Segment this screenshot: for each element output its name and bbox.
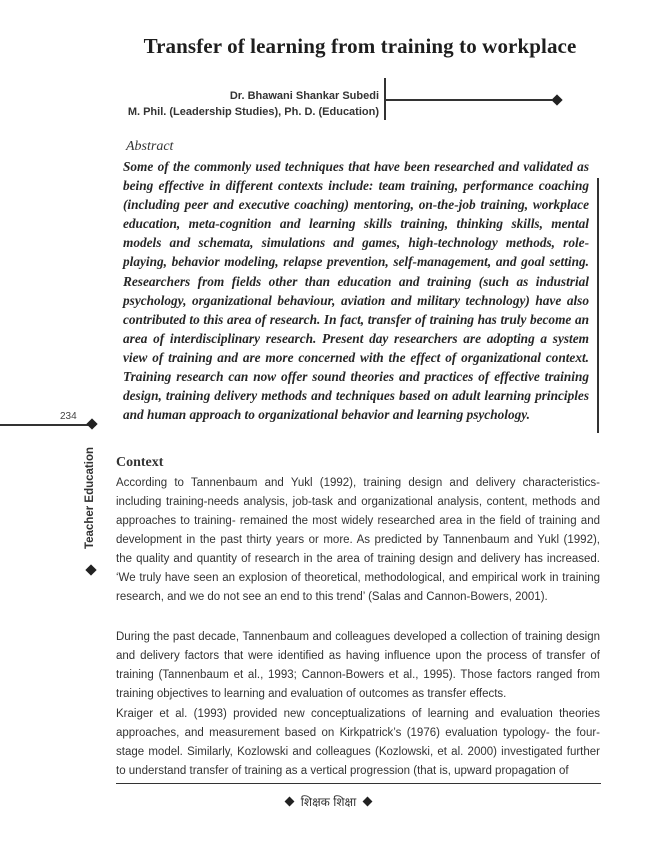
author-credentials: M. Phil. (Leadership Studies), Ph. D. (Education) [127,106,379,118]
page-number: 234 [60,411,77,422]
article-title: Transfer of learning from training to workplace [143,34,577,58]
context-paragraph-3: Kraiger et al. (1993) provided new conceptualizations of learning and evaluation theories approaches, and measurement based on Kirkpatrick’s (1976) evaluation typology- the four-stage model. Similarly, Kozlowski and colleagues (Kozlowski, et al. 2000) investigated further to understand transfer of training as a vertical progression (that is, upward propagation of [116,708,600,777]
abstract-text: Some of the commonly used techniques that have been researched and validated as being effective in different contexts include: team training, performance coaching (including peer and executive coaching) mentoring, on-the-job training, workplace education, meta-cognition and learning skills training, thinking skills, mental models and schemata, simulations and games, high-technology methods, role-playing, behavior modeling, relapse prevention, self-management, and goal setting. Researchers from fields other than education and training (such as industrial psychology, organizational behaviour, aviation and military technology) have also contributed to this area of research. In fact, transfer of training has truly become an area of interdisciplinary research. Present day researchers are adopting a system view of training and are more concerned with the effect of organizational context. Training research can now offer sound theories and practices of effective training design, training delivery methods and techniques based on adult learning principles and human approach to organizational behavior and learning psychology. [123,159,589,423]
journal-name: शिक्षक शिक्षा [300,795,357,809]
page-marker-diamond-icon [86,418,97,429]
diamond-bullet-icon [551,94,562,105]
context-heading: Context [116,455,164,470]
side-label-diamond-icon [85,564,96,575]
author-block [128,88,379,120]
abstract-heading: Abstract [126,139,174,154]
running-section-label: Teacher Education [84,446,96,550]
footer [0,793,657,810]
author-divider-horizontal [384,99,552,101]
abstract-divider [597,178,599,433]
context-paragraph-1: According to Tannenbaum and Yukl (1992), training design and delivery characteristics-including training-needs analysis, job-task and organizational analysis, content, methods and approaches to training- remained the most widely researched area in the field of training and development in the past thirty years or more. As predicted by Tannenbaum and Yukl (1992), the quality and quantity of research in the area of training design and delivery has increased. ‘We truly have seen an explosion of theoretical, methodological, and empirical work in training research, and we do not see an end to this trend’ (Salas and Cannon-Bowers, 2001). [116,477,600,603]
page-number-rule [0,424,96,426]
footer-rule [116,783,601,784]
footer-left-diamond-icon [284,797,294,807]
footer-right-diamond-icon [363,797,373,807]
context-paragraph-2: During the past decade, Tannenbaum and colleagues developed a collection of training design and delivery factors that were identified as having influence upon the process of transfer of training (Tannenbaum et al., 1993; Cannon-Bowers et al., 1995). Those factors ranged from training objectives to learning and evaluation of outcomes as transfer effects. [116,631,600,700]
author-name: Dr. Bhawani Shankar Subedi [229,90,379,102]
